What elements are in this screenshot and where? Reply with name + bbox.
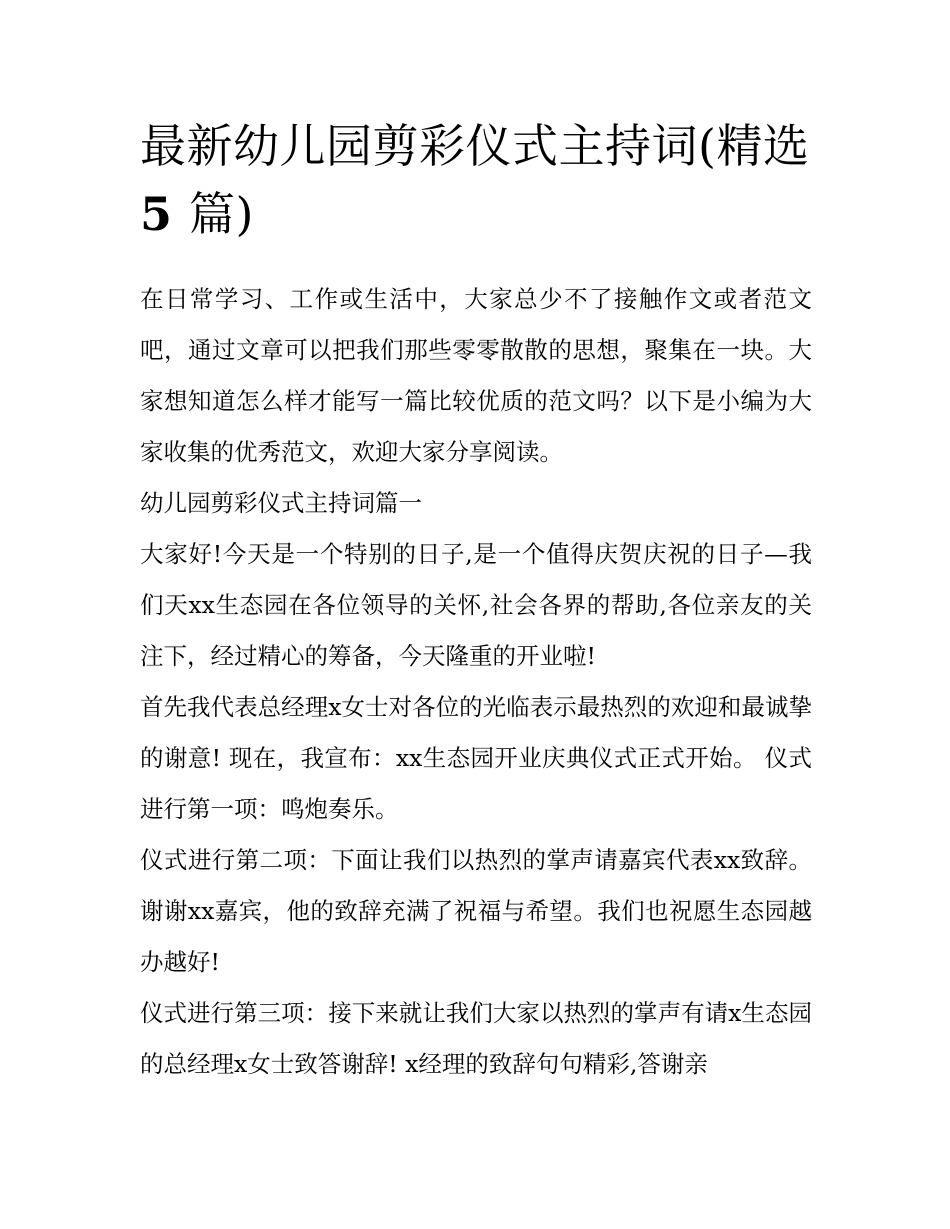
body-paragraph: 仪式进行第三项：接下来就让我们大家以热烈的掌声有请x生态园的总经理x女士致答谢辞! x经理的致辞句句精彩,答谢亲 <box>140 999 812 1078</box>
intro-paragraph: 在日常学习、工作或生活中，大家总少不了接触作文或者范文吧，通过文章可以把我们那些零零散散的思想，聚集在一块。大家想知道怎么样才能写一篇比较优质的范文吗？以下是小编为大家收集的优秀范文，欢迎大家分享阅读。 <box>140 285 812 466</box>
body-paragraph: 大家好!今天是一个特别的日子,是一个值得庆贺庆祝的日子—我们天xx生态园在各位领导的关怀,社会各界的帮助,各位亲友的关注下，经过精心的筹备，今天隆重的开业啦! <box>140 540 812 670</box>
body-paragraph: 首先我代表总经理x女士对各位的光临表示最热烈的欢迎和最诚挚的谢意! 现在，我宣布：xx生态园开业庆典仪式正式开始。 仪式进行第一项：鸣炮奏乐。 <box>140 693 812 823</box>
document-title: 最新幼儿园剪彩仪式主持词(精选 5 篇) <box>140 119 810 241</box>
document-body <box>140 112 812 1090</box>
section-heading: 幼儿园剪彩仪式主持词篇一 <box>140 489 422 517</box>
body-paragraph: 仪式进行第二项：下面让我们以热烈的掌声请嘉宾代表xx致辞。 谢谢xx嘉宾，他的致辞充满了祝福与希望。我们也祝愿生态园越办越好! <box>140 846 812 976</box>
